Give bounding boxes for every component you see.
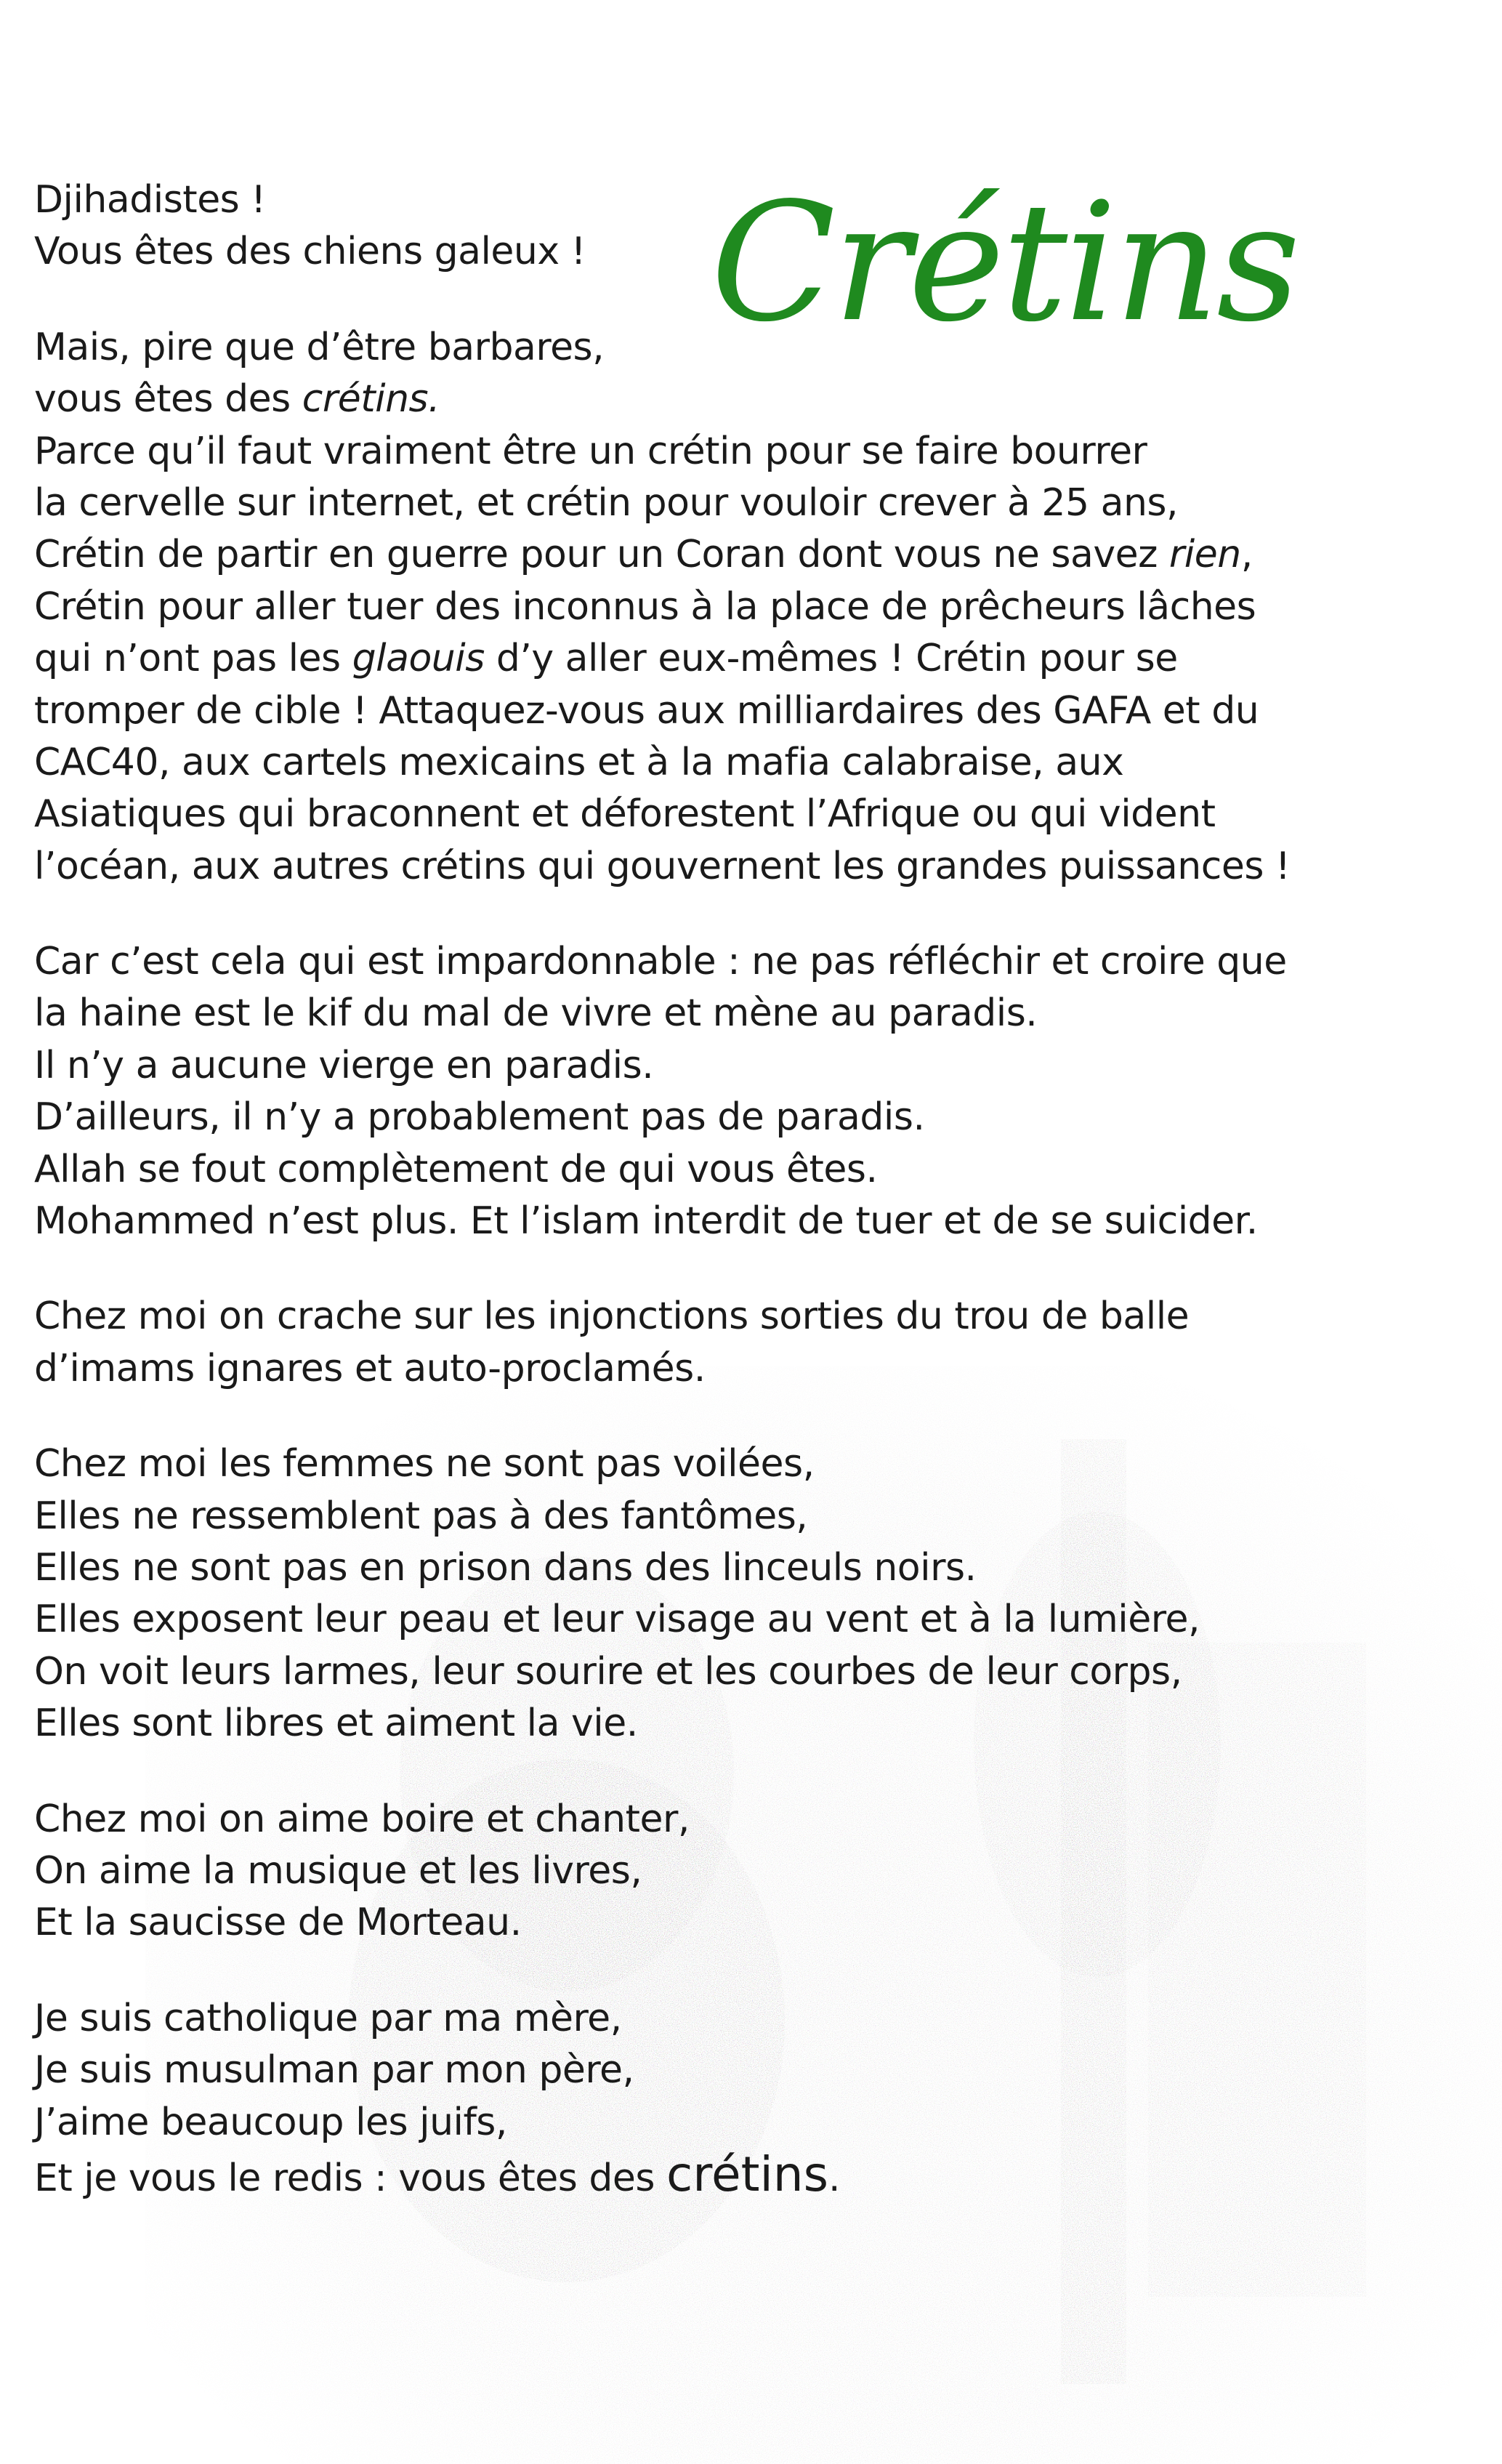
line-text: Je suis catholique par ma mère, <box>34 1996 622 2040</box>
line-text: Djihadistes ! <box>34 178 266 222</box>
line-text: Elles sont libres et aiment la vie. <box>34 1702 638 1746</box>
emphasis-text: glaouis <box>352 637 485 681</box>
line-text: Crétin de partir en guerre pour un Coran dont vous ne savez <box>34 533 1169 577</box>
line-text: la haine est le kif du mal de vivre et mène au paradis. <box>34 991 1038 1036</box>
line-text: tromper de cible ! Attaquez-vous aux milliardaires des GAFA et du <box>34 688 1259 733</box>
line-text: CAC40, aux cartels mexicains et à la mafia calabraise, aux <box>34 740 1124 784</box>
line-text: J’aime beaucoup les juifs, <box>34 2100 507 2144</box>
poem-line <box>34 685 1259 737</box>
stanza-gap <box>34 278 1240 322</box>
line-text: Elles ne sont pas en prison dans des linceuls noirs. <box>34 1545 977 1590</box>
poem-line <box>34 1291 1240 1342</box>
line-text: Parce qu’il faut vraiment être un crétin pour se faire bourrer <box>34 429 1147 473</box>
poem-line <box>34 226 1240 278</box>
line-text: Elles ne ressemblent pas à des fantômes, <box>34 1494 808 1538</box>
poem-line <box>34 1542 1240 1594</box>
stanza-gap <box>34 1750 1240 1794</box>
poem-line <box>34 529 1253 581</box>
line-text: Mais, pire que d’être barbares, <box>34 325 605 369</box>
line-text: On voit leurs larmes, leur sourire et les courbes de leur corps, <box>34 1649 1182 1694</box>
line-text: On aime la musique et les livres, <box>34 1848 642 1893</box>
poem-line <box>34 988 1240 1039</box>
line-text: d’imams ignares et auto-proclamés. <box>34 1346 706 1390</box>
poem-line <box>34 1491 1240 1542</box>
emphasis-text: rien <box>1168 533 1241 577</box>
poem-line <box>34 1343 1240 1395</box>
line-text: Elles exposent leur peau et leur visage au vent et à la lumière, <box>34 1598 1200 1642</box>
line-text: Chez moi on crache sur les injonctions sorties du trou de balle <box>34 1295 1190 1339</box>
stanza-gap <box>34 1247 1240 1291</box>
poem-line <box>34 581 1256 633</box>
poem-text <box>34 174 1291 2202</box>
line-text: Car c’est cela qui est impardonnable : ne pas réfléchir et croire que <box>34 940 1287 984</box>
line-text: Et la saucisse de Morteau. <box>34 1901 522 1945</box>
line-text: D’ailleurs, il n’y a probablement pas de paradis. <box>34 1095 925 1140</box>
emphasis-large-text: crétins <box>666 2146 829 2202</box>
line-text: d’y aller eux-mêmes ! Crétin pour se <box>484 637 1178 681</box>
poem-line <box>34 1698 1240 1750</box>
poem-line <box>34 478 1240 529</box>
poem-line <box>34 374 1240 425</box>
stanza-gap <box>34 1949 1240 1993</box>
line-text: , <box>1240 533 1253 577</box>
poem-line <box>34 1092 1240 1143</box>
poem-line <box>34 174 1240 226</box>
poem-line <box>34 2146 1240 2202</box>
line-text: Crétin pour aller tuer des inconnus à la place de prêcheurs lâches <box>34 584 1256 629</box>
line-text: Asiatiques qui braconnent et déforestent l’Afrique ou qui vident <box>34 792 1216 837</box>
page-title: Crétins <box>711 168 1298 358</box>
line-text: Il n’y a aucune vierge en paradis. <box>34 1043 654 1087</box>
poem-line <box>34 322 1240 374</box>
line-text: Allah se fout complètement de qui vous êtes. <box>34 1147 878 1191</box>
line-text: Mohammed n’est plus. Et l’islam interdit de tuer et de se suicider. <box>34 1199 1258 1244</box>
line-text: vous êtes des <box>34 377 302 422</box>
poem-line <box>34 789 1240 840</box>
poem-line <box>34 841 1291 893</box>
line-text: . <box>828 2156 841 2200</box>
line-text: Vous êtes des chiens galeux ! <box>34 230 586 274</box>
line-text: Je suis musulman par mon père, <box>34 2048 634 2093</box>
poem-line <box>34 936 1287 988</box>
poem-line <box>34 1897 1240 1949</box>
line-text: la cervelle sur internet, et crétin pour vouloir crever à 25 ans, <box>34 480 1179 525</box>
poem-line <box>34 633 1240 685</box>
poem-line <box>34 1845 1240 1897</box>
stanza-gap <box>34 1395 1240 1438</box>
poem-line <box>34 2045 1240 2096</box>
line-text: qui n’ont pas les <box>34 637 352 681</box>
poem-line <box>34 737 1240 789</box>
poem-line <box>34 1646 1240 1698</box>
line-text: Chez moi les femmes ne sont pas voilées, <box>34 1442 815 1486</box>
poem-line <box>34 1594 1240 1646</box>
poem-line <box>34 1993 1240 2045</box>
line-text: Et je vous le redis : vous êtes des <box>34 2156 667 2200</box>
poem-line <box>34 1040 1240 1092</box>
emphasis-text: crétins. <box>302 377 440 422</box>
poem-line <box>34 1438 1240 1490</box>
stanza-gap <box>34 893 1240 936</box>
poem-line <box>34 1144 1240 1196</box>
poem-line <box>34 426 1240 478</box>
poem-line <box>34 1794 1240 1845</box>
line-text: Chez moi on aime boire et chanter, <box>34 1797 690 1841</box>
poem-line <box>34 2097 1240 2149</box>
poem-line <box>34 1196 1258 1247</box>
line-text: l’océan, aux autres crétins qui gouvernent les grandes puissances ! <box>34 844 1291 888</box>
